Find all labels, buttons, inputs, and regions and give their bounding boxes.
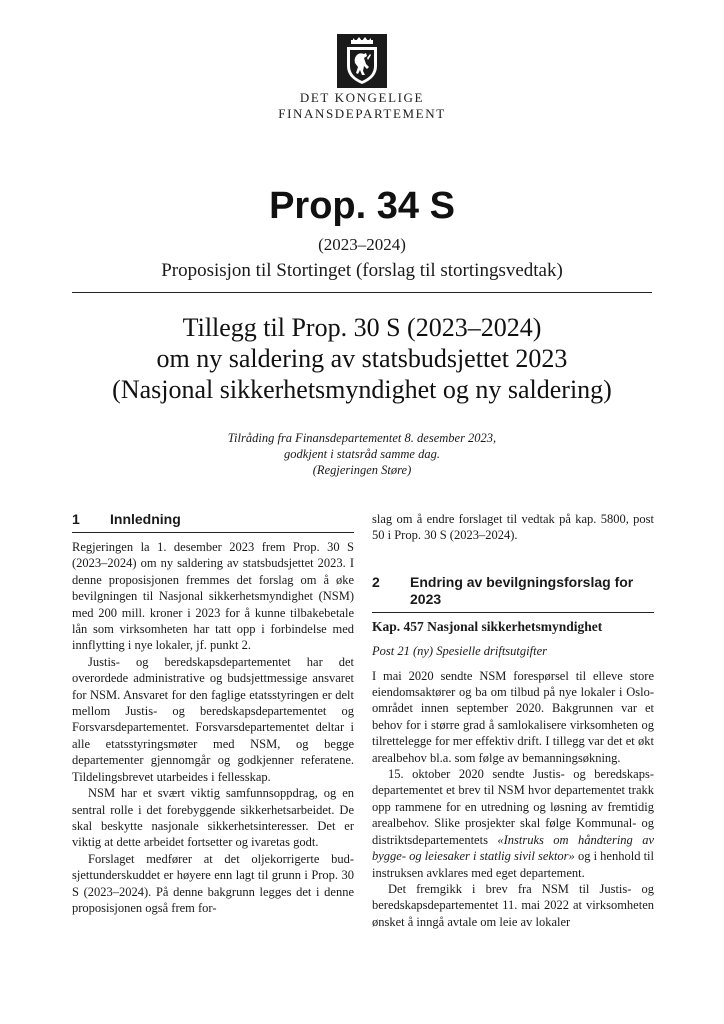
paragraph: slag om å endre forslaget til vedtak på kap. 5800, post 50 i Prop. 30 S (2023–2024). <box>372 512 654 543</box>
left-column <box>72 511 354 916</box>
approval-line: godkjent i statsråd samme dag. <box>284 447 440 461</box>
main-title-line: (Nasjonal sikkerhetsmyndighet og ny saldering) <box>112 375 612 404</box>
paragraph: Det fremgikk i brev fra NSM til Justis- og beredskapsdepartementet 11. mai 2022 at virksomheten ønsket å inngå avtale om leie av lokaler <box>372 881 654 929</box>
approval-line: Tilråding fra Finansdepartementet 8. desember 2023, <box>227 431 497 445</box>
paragraph: Forslaget medfører at det oljekorrigerte budsjettunderskuddet er høyere enn lagt til grunn i Prop. 30 S (2023–2024). På denne bakgrunn legges det i denne proposisjonen også frem for- <box>72 851 354 915</box>
main-title-line: om ny saldering av statsbudsjettet 2023 <box>156 344 568 373</box>
paragraph-text: og i henhold til instruksen avklares med eget departement. <box>372 849 655 880</box>
coat-of-arms-icon <box>337 34 387 88</box>
right-column <box>372 511 654 930</box>
paragraph-text: 15. oktober 2020 sendte Justis- og beredskapsdepartementet et brev til NSM hvor departementet trakk opp rammene for en utredning og løsning av fremtidig arealbehov. Slike prosjekter skal følge Kommunal- og distriktsdepartementets <box>372 767 654 847</box>
ministry-name-line1: DET KONGELIGE <box>299 90 425 105</box>
ministry-name-line2: FINANSDEPARTEMENT <box>278 106 446 121</box>
paragraph: I mai 2020 sendte NSM forespørsel til elleve store eiendomsaktører og ba om tilbud på nye lokaler i Oslo-området innen september 2020. Bakgrunnen var et behov for i større grad å samlokalisere virksomheten og tilrettelegge for mer effektiv drift. I tillegg var det et økt arealbehov bl.a. som følge av bemanningsøkning. <box>372 668 654 765</box>
approval-line: (Regjeringen Støre) <box>312 463 412 477</box>
section-number: 2 <box>372 573 380 590</box>
chapter-heading: Kap. 457 Nasjonal sikkerhetsmyndighet <box>372 618 603 634</box>
paragraph: Regjeringen la 1. desember 2023 frem Prop. 30 S (2023–2024) om ny saldering av statsbudsjettet 2023. I denne proposisjonen fremmes det forslag om å øke bevilgningen til Nasjonal sikkerhetsmyndighet (NSM) med 200 mill. kroner i 2023 for å kunne tilbakebetale lån som virksomheten har tatt opp i forbindelse med innflytting i nye lokaler, jf. punkt 2. <box>72 540 354 653</box>
instruction-title: «Instruks om håndtering av bygge- og leiesaker i statlig sivil sektor» <box>372 832 655 864</box>
session-year: (2023–2024) <box>318 235 406 254</box>
title-divider <box>72 292 652 293</box>
approval-note <box>0 430 724 478</box>
proposition-type: Proposisjon til Stortinget (forslag til stortingsvedtak) <box>161 260 563 281</box>
section-number: 1 <box>72 511 80 527</box>
section-heading <box>372 574 654 613</box>
section-heading <box>72 511 354 533</box>
main-title <box>0 312 724 405</box>
paragraph <box>372 766 654 881</box>
post-heading: Post 21 (ny) Spesielle driftsutgifter <box>372 644 547 659</box>
section-title: Endring av bevilgningsforslag for 2023 <box>410 573 634 607</box>
paragraph: NSM har et svært viktig samfunnsoppdrag, og en sentral rolle i det forebyggende sikkerhetsarbeidet. De skal beskytte nasjonale sikkerhetsinteresser. Det er viktig at dette arbeidet fortsetter og ivaretas godt. <box>72 786 354 850</box>
main-title-line: Tillegg til Prop. 30 S (2023–2024) <box>182 313 542 342</box>
section-title: Innledning <box>110 511 181 527</box>
paragraph: Justis- og beredskapsdepartementet har det overordede administrative og budsjettmessige ansvaret for NSM. Ansvaret for den faglige etatsstyringen er delt mellom Justis- og beredskapsdepartementet og Forsvarsdepartementet. Forsvarsdepartementet deltar i alle etatsstyringsmøter med NSM, og begge departementer gjennomgår og godkjenner referatene. Tildelingsbrevet utarbeides i fellesskap. <box>72 654 354 784</box>
proposition-number: Prop. 34 S <box>269 185 455 227</box>
